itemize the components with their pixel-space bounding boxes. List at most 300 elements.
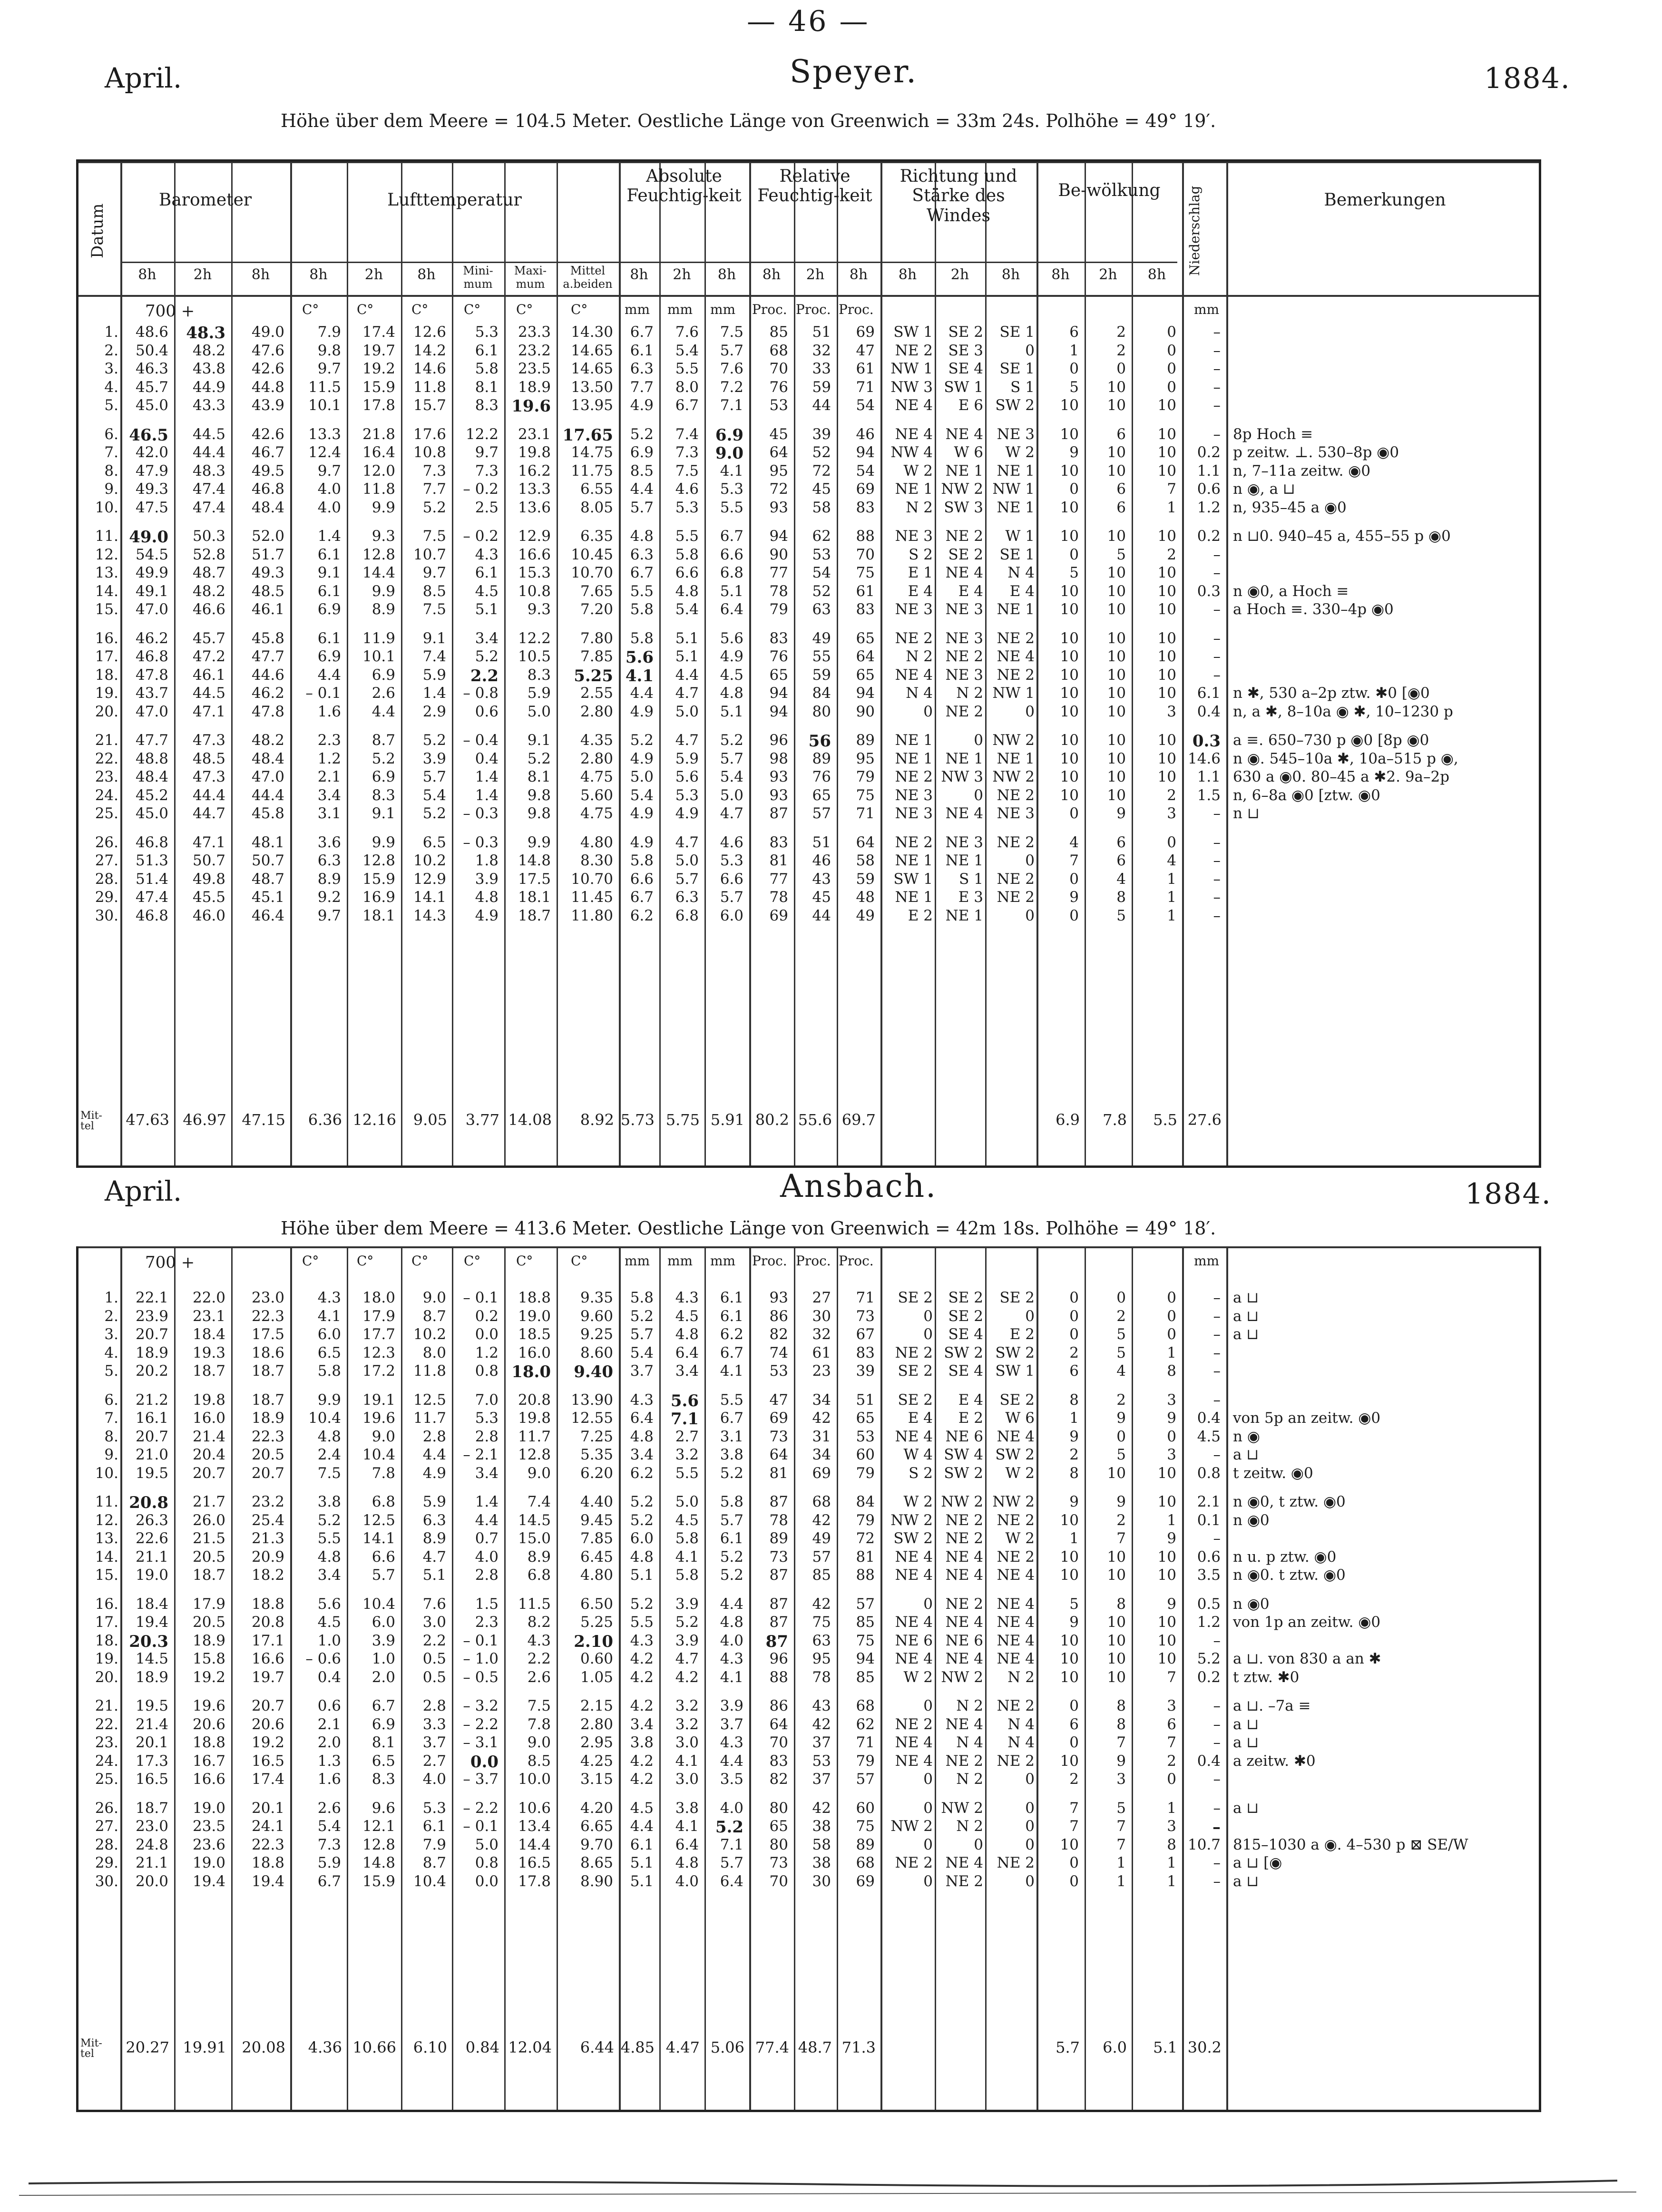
cell-rel-2h: 51 xyxy=(812,323,831,341)
cell-wind-8h: NE 4 xyxy=(895,1428,933,1445)
cell-temp-2h: 12.0 xyxy=(362,462,395,480)
cell-temp-max: 9.0 xyxy=(527,1464,551,1482)
row-date: 15. xyxy=(95,1566,118,1584)
cell-abs-2h: 6.3 xyxy=(675,889,699,906)
cell-rel-2h: 30 xyxy=(812,1872,831,1890)
cell-temp-8h: 5.2 xyxy=(317,1511,341,1529)
cell-abs-8h: 6.2 xyxy=(630,1464,654,1482)
cell-cloud-2h: 10 xyxy=(1107,685,1126,702)
cell-baro-8h: 20.8 xyxy=(129,1493,168,1512)
cell-cloud-8h-eve: 3 xyxy=(1167,703,1176,720)
cell-rel-8h-eve: 79 xyxy=(856,1511,875,1529)
cell-cloud-2h: 3 xyxy=(1116,1771,1126,1788)
cell-niederschlag: – xyxy=(1213,1307,1221,1325)
cell-rel-8h: 90 xyxy=(769,546,788,563)
cell-rel-8h: 87 xyxy=(769,805,788,822)
cell-wind-2h: NE 3 xyxy=(945,629,983,647)
cell-cloud-8h-eve: 9 xyxy=(1167,1530,1176,1547)
cell-wind-8h: NE 4 xyxy=(895,425,933,443)
cell-abs-8h-eve: 5.5 xyxy=(720,1391,743,1409)
cell-baro-8h: 47.0 xyxy=(135,601,168,618)
cell-temp-max: 4.3 xyxy=(527,1632,551,1649)
cell-niederschlag: – xyxy=(1213,805,1221,822)
cell-cloud-8h-eve: 4 xyxy=(1167,852,1176,869)
cell-temp-2h: 17.4 xyxy=(362,323,395,341)
remark-text: t zeitw. ◉0 xyxy=(1233,1464,1313,1482)
row-date: 26. xyxy=(95,833,118,851)
cell-rel-8h: 87 xyxy=(769,1493,788,1510)
cell-temp-8h-eve: 0.5 xyxy=(422,1668,446,1686)
cell-rel-8h-eve: 72 xyxy=(856,1530,875,1547)
cell-temp-min: 2.8 xyxy=(475,1566,499,1584)
cell-temp-8h-eve: 10.2 xyxy=(413,852,446,869)
row-date: 22. xyxy=(95,1715,118,1733)
cell-rel-2h: 30 xyxy=(812,1307,831,1325)
unit-label: C° xyxy=(571,302,588,317)
cell-baro-8h: 49.1 xyxy=(135,582,168,600)
cell-temp-2h: 12.8 xyxy=(362,1836,395,1853)
cell-abs-2h: 5.0 xyxy=(675,703,699,720)
cell-rel-8h-eve: 48 xyxy=(856,889,875,906)
cell-abs-8h-eve: 6.2 xyxy=(720,1326,743,1343)
cell-wind-8h-eve: 0 xyxy=(1025,1836,1035,1853)
cell-abs-8h: 6.9 xyxy=(630,444,654,461)
cell-niederschlag: – xyxy=(1213,1530,1221,1547)
cell-cloud-8h-eve: 10 xyxy=(1157,1464,1176,1482)
cell-abs-8h: 4.4 xyxy=(630,685,654,702)
cell-abs-8h-eve: 3.7 xyxy=(720,1715,743,1733)
cell-wind-8h: S 2 xyxy=(909,1464,933,1482)
column-rule xyxy=(935,162,936,1165)
cell-temp-mittel: 2.80 xyxy=(580,750,613,767)
cell-rel-2h: 34 xyxy=(812,1446,831,1463)
cell-rel-8h: 65 xyxy=(769,1818,788,1835)
cell-baro-8h-eve: 21.3 xyxy=(251,1530,284,1547)
cell-wind-8h-eve: NW 2 xyxy=(992,1493,1035,1510)
cell-baro-8h-eve: 16.6 xyxy=(251,1650,284,1667)
row-date: 18. xyxy=(95,1632,118,1649)
remark-text: a ⊔ xyxy=(1233,1446,1259,1463)
cell-temp-max: 9.9 xyxy=(527,833,551,851)
row-date: 12. xyxy=(95,1511,118,1529)
cell-cloud-2h: 10 xyxy=(1107,1566,1126,1584)
cell-wind-8h-eve: NE 4 xyxy=(997,1428,1035,1445)
cell-baro-8h: 51.3 xyxy=(135,852,168,869)
remark-text: n, 935–45 a ◉0 xyxy=(1233,499,1347,516)
cell-wind-8h-eve: NE 2 xyxy=(997,833,1035,851)
cell-temp-8h: 3.6 xyxy=(317,833,341,851)
cell-wind-8h: SE 2 xyxy=(898,1289,933,1306)
cell-rel-8h: 86 xyxy=(769,1697,788,1714)
cell-wind-8h: NE 1 xyxy=(895,750,933,767)
cell-rel-2h: 51 xyxy=(812,833,831,851)
cell-temp-8h: 0.6 xyxy=(317,1697,341,1714)
cell-rel-8h: 76 xyxy=(769,648,788,665)
cell-temp-max: 9.0 xyxy=(527,1734,551,1751)
cell-wind-2h: NE 2 xyxy=(945,528,983,545)
cell-abs-8h-eve: 7.5 xyxy=(720,323,743,341)
cell-temp-2h: 16.4 xyxy=(362,444,395,461)
header-barometer: Barometer xyxy=(158,190,252,210)
cell-abs-2h: 3.0 xyxy=(675,1734,699,1751)
cell-baro-2h: 20.7 xyxy=(192,1464,225,1482)
cell-cloud-8h: 10 xyxy=(1060,666,1079,684)
cell-temp-max: 23.3 xyxy=(518,323,551,341)
cell-baro-8h-eve: 18.7 xyxy=(251,1391,284,1409)
cell-abs-8h: 5.2 xyxy=(630,1307,654,1325)
cell-wind-2h: SE 3 xyxy=(948,342,983,359)
cell-baro-8h-eve: 50.7 xyxy=(251,852,284,869)
cell-cloud-8h: 10 xyxy=(1060,1632,1079,1649)
cell-niederschlag: – xyxy=(1213,601,1221,618)
cell-rel-8h-eve: 47 xyxy=(856,342,875,359)
cell-rel-8h: 94 xyxy=(769,528,788,545)
cell-temp-8h-eve: 6.5 xyxy=(422,833,446,851)
cell-wind-8h: NE 2 xyxy=(895,629,933,647)
mittel-rel-8h-eve: 69.7 xyxy=(841,1111,876,1129)
cell-cloud-2h: 4 xyxy=(1116,1362,1126,1380)
cell-temp-8h: 6.1 xyxy=(317,582,341,600)
row-date: 25. xyxy=(95,1771,118,1788)
speyer-title: Speyer. xyxy=(790,53,918,90)
cell-temp-min: 3.9 xyxy=(475,870,499,888)
cell-rel-8h: 93 xyxy=(769,1289,788,1306)
cell-cloud-2h: 8 xyxy=(1116,889,1126,906)
cell-wind-2h: NE 2 xyxy=(945,1530,983,1547)
cell-baro-8h: 49.3 xyxy=(135,480,168,498)
cell-rel-2h: 27 xyxy=(812,1289,831,1306)
cell-rel-8h-eve: 89 xyxy=(856,732,875,749)
cell-temp-min: 0.4 xyxy=(475,750,499,767)
cell-rel-8h: 93 xyxy=(769,499,788,516)
cell-rel-2h: 42 xyxy=(812,1409,831,1427)
cell-temp-8h: 6.7 xyxy=(317,1872,341,1890)
cell-temp-8h-eve: 0.5 xyxy=(422,1650,446,1667)
cell-baro-2h: 47.4 xyxy=(192,480,225,498)
cell-temp-8h-eve: 7.4 xyxy=(422,648,446,665)
remark-text: a ⊔ xyxy=(1233,1734,1259,1751)
cell-temp-8h-eve: 6.1 xyxy=(422,1818,446,1835)
cell-cloud-8h-eve: 10 xyxy=(1157,425,1176,443)
cell-temp-8h: 8.9 xyxy=(317,870,341,888)
cell-niederschlag: 1.1 xyxy=(1197,768,1221,785)
mittel-temp-min: 3.77 xyxy=(465,1111,499,1129)
cell-baro-8h: 46.8 xyxy=(135,833,168,851)
cell-cloud-2h: 6 xyxy=(1116,480,1126,498)
cell-rel-2h: 45 xyxy=(812,889,831,906)
cell-temp-min: 5.2 xyxy=(475,648,499,665)
cell-wind-8h-eve: W 6 xyxy=(1005,1409,1035,1427)
mittel-rel-2h: 55.6 xyxy=(798,1111,832,1129)
cell-niederschlag: – xyxy=(1213,360,1221,377)
cell-niederschlag: – xyxy=(1213,1362,1221,1380)
cell-temp-mittel: 5.25 xyxy=(574,666,613,685)
cell-rel-8h-eve: 59 xyxy=(856,870,875,888)
cell-abs-2h: 3.9 xyxy=(675,1595,699,1613)
cell-wind-2h: SE 2 xyxy=(948,546,983,563)
cell-wind-8h: SW 1 xyxy=(893,870,933,888)
cell-wind-8h-eve: NE 2 xyxy=(997,889,1035,906)
cell-temp-min: 3.4 xyxy=(475,629,499,647)
cell-temp-8h-eve: 14.3 xyxy=(413,907,446,924)
cell-baro-8h-eve: 46.4 xyxy=(251,907,284,924)
cell-cloud-8h: 10 xyxy=(1060,786,1079,804)
cell-rel-2h: 49 xyxy=(812,629,831,647)
cell-baro-2h: 18.9 xyxy=(192,1632,225,1649)
cell-cloud-8h-eve: 1 xyxy=(1167,907,1176,924)
cell-temp-8h-eve: 7.5 xyxy=(422,528,446,545)
cell-temp-8h-eve: 9.0 xyxy=(422,1289,446,1306)
cell-cloud-2h: 0 xyxy=(1116,1289,1126,1306)
cell-temp-2h: 19.2 xyxy=(362,360,395,377)
cell-temp-max: 5.2 xyxy=(527,750,551,767)
cell-temp-max: 15.3 xyxy=(518,564,551,581)
cell-wind-8h-eve: NE 2 xyxy=(997,666,1035,684)
header-bemerkungen: Bemerkungen xyxy=(1324,190,1446,210)
cell-wind-8h: NE 4 xyxy=(895,1548,933,1566)
cell-baro-8h-eve: 46.1 xyxy=(251,601,284,618)
cell-temp-mittel: 8.65 xyxy=(580,1854,613,1871)
cell-rel-8h-eve: 64 xyxy=(856,833,875,851)
row-date: 23. xyxy=(95,1734,118,1751)
cell-baro-8h-eve: 44.8 xyxy=(251,378,284,396)
cell-abs-8h: 3.7 xyxy=(630,1362,654,1380)
cell-niederschlag: 3.5 xyxy=(1197,1566,1221,1584)
cell-temp-2h: 12.8 xyxy=(362,852,395,869)
mittel-abs-2h: 4.47 xyxy=(665,2038,700,2056)
cell-wind-2h: SE 4 xyxy=(948,1326,983,1343)
cell-abs-8h-eve: 5.2 xyxy=(720,1464,743,1482)
cell-temp-8h-eve: 8.9 xyxy=(422,1530,446,1547)
cell-temp-max: 18.5 xyxy=(518,1326,551,1343)
cell-wind-2h: SE 2 xyxy=(948,1307,983,1325)
cell-rel-8h: 77 xyxy=(769,870,788,888)
cell-temp-8h: 4.3 xyxy=(317,1289,341,1306)
cell-temp-mittel: 7.25 xyxy=(580,1428,613,1445)
cell-niederschlag: – xyxy=(1213,666,1221,684)
cell-rel-8h-eve: 69 xyxy=(856,323,875,341)
cell-temp-mittel: 4.40 xyxy=(580,1493,613,1510)
cell-abs-8h: 7.7 xyxy=(630,378,654,396)
cell-temp-min: – 0.3 xyxy=(463,833,499,851)
cell-abs-2h: 5.8 xyxy=(675,546,699,563)
cell-cloud-8h-eve: 1 xyxy=(1167,1799,1176,1817)
cell-temp-8h: 3.4 xyxy=(317,1566,341,1584)
cell-wind-8h: W 2 xyxy=(903,1493,933,1510)
cell-baro-8h-eve: 19.7 xyxy=(251,1668,284,1686)
cell-temp-mittel: 8.90 xyxy=(580,1872,613,1890)
cell-wind-2h: NE 4 xyxy=(945,1548,983,1566)
cell-rel-8h: 80 xyxy=(769,1836,788,1853)
cell-niederschlag: – xyxy=(1213,1715,1221,1733)
cell-temp-8h-eve: 4.0 xyxy=(422,1771,446,1788)
cell-wind-2h: NE 1 xyxy=(945,750,983,767)
cell-baro-8h: 47.4 xyxy=(135,889,168,906)
cell-cloud-2h: 5 xyxy=(1116,1344,1126,1361)
cell-abs-2h: 7.3 xyxy=(675,444,699,461)
cell-abs-2h: 4.8 xyxy=(675,1854,699,1871)
cell-wind-8h: 0 xyxy=(923,1697,933,1714)
cell-baro-8h: 19.4 xyxy=(135,1614,168,1631)
column-rule xyxy=(985,1246,987,2110)
cell-cloud-8h-eve: 7 xyxy=(1167,480,1176,498)
cell-cloud-8h: 10 xyxy=(1060,601,1079,618)
cell-wind-8h: W 2 xyxy=(903,462,933,480)
cell-baro-2h: 48.7 xyxy=(192,564,225,581)
cell-rel-2h: 89 xyxy=(812,750,831,767)
cell-temp-2h: 9.9 xyxy=(372,499,395,516)
cell-abs-8h: 5.8 xyxy=(630,852,654,869)
cell-rel-2h: 57 xyxy=(812,1548,831,1566)
cell-temp-8h-eve: 5.9 xyxy=(422,1493,446,1510)
cell-baro-8h: 18.9 xyxy=(135,1668,168,1686)
row-date: 18. xyxy=(95,666,118,684)
cell-baro-8h: 14.5 xyxy=(135,1650,168,1667)
remark-text: a ≡. 650–730 p ◉0 [8p ◉0 xyxy=(1233,732,1429,749)
cell-baro-2h: 20.5 xyxy=(192,1614,225,1631)
mittel-temp-mittel: 8.92 xyxy=(580,1111,614,1129)
cell-cloud-8h: 7 xyxy=(1069,1818,1079,1835)
cell-cloud-8h-eve: 10 xyxy=(1157,582,1176,600)
cell-temp-8h-eve: 2.7 xyxy=(422,1752,446,1770)
cell-baro-8h: 45.0 xyxy=(135,397,168,414)
cell-temp-min: 0.2 xyxy=(475,1307,499,1325)
cell-cloud-2h: 9 xyxy=(1116,1493,1126,1510)
cell-temp-mittel: 4.75 xyxy=(580,768,613,785)
cell-cloud-8h: 10 xyxy=(1060,648,1079,665)
cell-cloud-8h: 2 xyxy=(1069,1446,1079,1463)
row-date: 19. xyxy=(95,685,118,702)
cell-wind-8h-eve: NE 2 xyxy=(997,1548,1035,1566)
cell-abs-2h: 4.8 xyxy=(675,1326,699,1343)
cell-abs-2h: 5.0 xyxy=(675,1493,699,1510)
cell-temp-min: – 1.0 xyxy=(463,1650,499,1667)
unit-label: mm xyxy=(625,1253,650,1269)
cell-cloud-8h: 10 xyxy=(1060,1511,1079,1529)
cell-cloud-8h-eve: 0 xyxy=(1167,833,1176,851)
cell-baro-8h-eve: 18.8 xyxy=(251,1595,284,1613)
cell-abs-8h: 5.8 xyxy=(630,601,654,618)
subheader-abs-2h: 2h xyxy=(673,266,691,283)
cell-cloud-8h: 10 xyxy=(1060,528,1079,545)
remark-text: n, a ✱, 8–10a ◉ ✱, 10–1230 p xyxy=(1233,703,1453,720)
cell-temp-mittel: 5.35 xyxy=(580,1446,613,1463)
cell-cloud-2h: 9 xyxy=(1116,1752,1126,1770)
cell-rel-8h: 68 xyxy=(769,342,788,359)
cell-temp-8h: 4.8 xyxy=(317,1428,341,1445)
cell-temp-mittel: 6.55 xyxy=(580,480,613,498)
cell-temp-8h-eve: 5.9 xyxy=(422,666,446,684)
cell-rel-8h: 94 xyxy=(769,685,788,702)
mittel-temp-max: 14.08 xyxy=(508,1111,552,1129)
cell-baro-8h-eve: 18.7 xyxy=(251,1362,284,1380)
cell-temp-8h-eve: 7.9 xyxy=(422,1836,446,1853)
cell-rel-2h: 42 xyxy=(812,1715,831,1733)
cell-cloud-8h-eve: 1 xyxy=(1167,1344,1176,1361)
cell-cloud-8h-eve: 10 xyxy=(1157,462,1176,480)
cell-temp-min: 0.8 xyxy=(475,1362,499,1380)
cell-temp-8h: 5.4 xyxy=(317,1818,341,1835)
cell-temp-max: 18.9 xyxy=(518,378,551,396)
cell-cloud-8h-eve: 2 xyxy=(1167,546,1176,563)
cell-temp-2h: 2.6 xyxy=(372,685,395,702)
cell-wind-8h: 0 xyxy=(923,1307,933,1325)
cell-cloud-8h-eve: 10 xyxy=(1157,750,1176,767)
cell-wind-2h: NE 4 xyxy=(945,1854,983,1871)
cell-niederschlag: 0.5 xyxy=(1197,1595,1221,1613)
cell-rel-8h-eve: 75 xyxy=(856,786,875,804)
cell-rel-8h: 79 xyxy=(769,601,788,618)
cell-wind-8h: NE 4 xyxy=(895,1614,933,1631)
cell-cloud-2h: 2 xyxy=(1116,323,1126,341)
cell-rel-2h: 42 xyxy=(812,1511,831,1529)
remark-text: a ⊔ xyxy=(1233,1715,1259,1733)
cell-niederschlag: 14.6 xyxy=(1187,750,1221,767)
mittel-abs-2h: 5.75 xyxy=(665,1111,700,1129)
cell-abs-8h: 4.5 xyxy=(630,1799,654,1817)
row-date: 4. xyxy=(104,1344,118,1361)
cell-abs-2h: 3.2 xyxy=(675,1715,699,1733)
cell-wind-8h-eve: 0 xyxy=(1025,1818,1035,1835)
row-date: 19. xyxy=(95,1650,118,1667)
cell-wind-2h: NE 2 xyxy=(945,1511,983,1529)
cell-temp-8h-eve: 11.8 xyxy=(413,378,446,396)
cell-abs-8h-eve: 4.3 xyxy=(720,1734,743,1751)
row-date: 3. xyxy=(104,360,118,377)
cell-temp-8h-eve: 5.3 xyxy=(422,1799,446,1817)
cell-rel-8h: 76 xyxy=(769,378,788,396)
cell-wind-8h-eve: NE 1 xyxy=(997,601,1035,618)
cell-rel-8h-eve: 90 xyxy=(856,703,875,720)
cell-rel-8h-eve: 95 xyxy=(856,750,875,767)
unit-label: C° xyxy=(464,302,481,317)
cell-temp-min: 12.2 xyxy=(465,425,499,443)
cell-temp-8h: 9.1 xyxy=(317,564,341,581)
cell-temp-mittel: 4.80 xyxy=(580,833,613,851)
cell-baro-8h-eve: 47.0 xyxy=(251,768,284,785)
cell-rel-2h: 65 xyxy=(812,786,831,804)
cell-wind-8h-eve: SE 1 xyxy=(999,546,1035,563)
cell-temp-8h-eve: 7.5 xyxy=(422,601,446,618)
cell-wind-8h-eve: 0 xyxy=(1025,1872,1035,1890)
subheader-rel-8h-eve: 8h xyxy=(849,266,868,283)
cell-temp-mittel: 11.45 xyxy=(571,889,613,906)
cell-baro-8h-eve: 18.2 xyxy=(251,1566,284,1584)
cell-rel-2h: 63 xyxy=(812,601,831,618)
cell-temp-8h: 10.1 xyxy=(308,397,341,414)
cell-abs-8h: 5.7 xyxy=(630,499,654,516)
remark-text: n ⊔ xyxy=(1233,805,1260,822)
cell-abs-8h-eve: 5.7 xyxy=(720,750,743,767)
cell-rel-8h-eve: 39 xyxy=(856,1362,875,1380)
cell-cloud-2h: 7 xyxy=(1116,1818,1126,1835)
cell-abs-8h-eve: 4.9 xyxy=(720,648,743,665)
cell-abs-8h-eve: 7.2 xyxy=(720,378,743,396)
cell-cloud-8h-eve: 10 xyxy=(1157,629,1176,647)
cell-cloud-8h: 9 xyxy=(1069,1614,1079,1631)
cell-temp-mittel: 9.35 xyxy=(580,1289,613,1306)
cell-wind-2h: NE 4 xyxy=(945,805,983,822)
cell-wind-2h: NE 2 xyxy=(945,1595,983,1613)
subheader-wind-8h-eve: 8h xyxy=(1001,266,1020,283)
cell-temp-max: 17.8 xyxy=(518,1872,551,1890)
cell-wind-2h: NE 4 xyxy=(945,1715,983,1733)
cell-baro-8h: 51.4 xyxy=(135,870,168,888)
subheader-abs-8h-eve: 8h xyxy=(717,266,736,283)
cell-temp-max: 2.6 xyxy=(527,1668,551,1686)
cell-abs-8h: 4.8 xyxy=(630,528,654,545)
unit-label: C° xyxy=(516,1253,533,1269)
